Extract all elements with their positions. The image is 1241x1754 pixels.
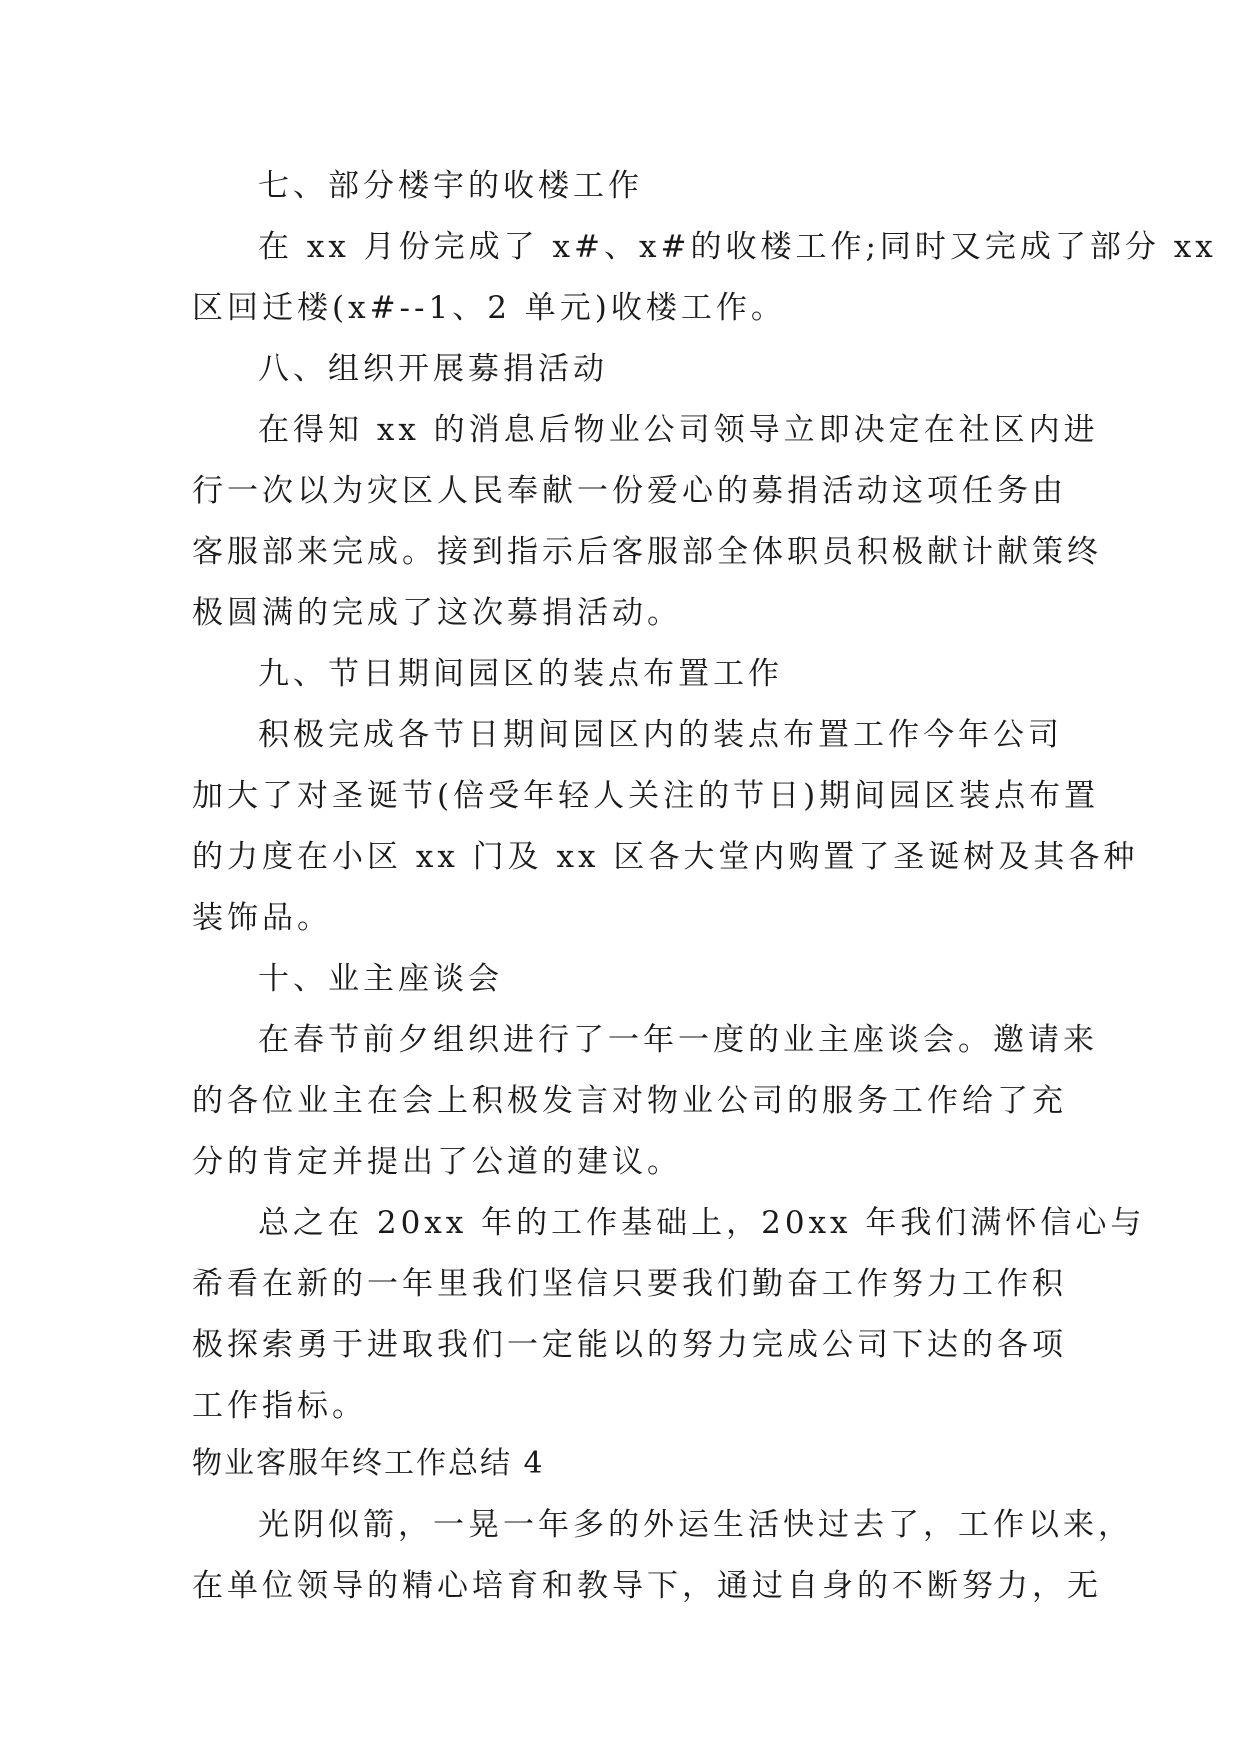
paragraph-line: 极探索勇于进取我们一定能以的努力完成公司下达的各项 (192, 1327, 1067, 1363)
paragraph-line: 分的肯定并提出了公道的建议。 (192, 1144, 682, 1180)
paragraph-line: 加大了对圣诞节(倍受年轻人关注的节日)期间园区装点布置 (192, 778, 1100, 814)
heading-section-8: 八、组织开展募捐活动 (258, 351, 608, 387)
paragraph-line: 在得知 xx 的消息后物业公司领导立即决定在社区内进 (258, 412, 1099, 448)
paragraph-line: 的各位业主在会上积极发言对物业公司的服务工作给了充 (192, 1083, 1067, 1119)
paragraph-line: 区回迁楼(x#--1、2 单元)收楼工作。 (192, 290, 786, 326)
heading-section-9: 九、节日期间园区的装点布置工作 (258, 656, 783, 692)
document-title: 物业客服年终工作总结 4 (192, 1446, 545, 1481)
paragraph-line: 积极完成各节日期间园区内的装点布置工作今年公司 (258, 717, 1063, 753)
paragraph-line: 客服部来完成。接到指示后客服部全体职员积极献计献策终 (192, 534, 1102, 570)
paragraph-line: 希看在新的一年里我们坚信只要我们勤奋工作努力工作积 (192, 1266, 1067, 1302)
paragraph-line: 光阴似箭，一晃一年多的外运生活快过去了，工作以来， (258, 1507, 1133, 1543)
paragraph-line: 在单位领导的精心培育和教导下，通过自身的不断努力，无 (192, 1568, 1102, 1604)
paragraph-line: 在春节前夕组织进行了一年一度的业主座谈会。邀请来 (258, 1022, 1098, 1058)
heading-section-7: 七、部分楼宇的收楼工作 (258, 168, 643, 204)
paragraph-line: 装饰品。 (192, 900, 332, 936)
paragraph-line: 极圆满的完成了这次募捐活动。 (192, 595, 682, 631)
paragraph-line: 工作指标。 (192, 1388, 367, 1424)
paragraph-line: 的力度在小区 xx 门及 xx 区各大堂内购置了圣诞树及其各种 (192, 839, 1139, 875)
paragraph-line: 总之在 20xx 年的工作基础上，20xx 年我们满怀信心与 (258, 1205, 1146, 1241)
heading-section-10: 十、业主座谈会 (258, 961, 503, 997)
paragraph-line: 行一次以为灾区人民奉献一份爱心的募捐活动这项任务由 (192, 473, 1067, 509)
paragraph-line: 在 xx 月份完成了 x#、x#的收楼工作;同时又完成了部分 xx (258, 229, 1217, 265)
